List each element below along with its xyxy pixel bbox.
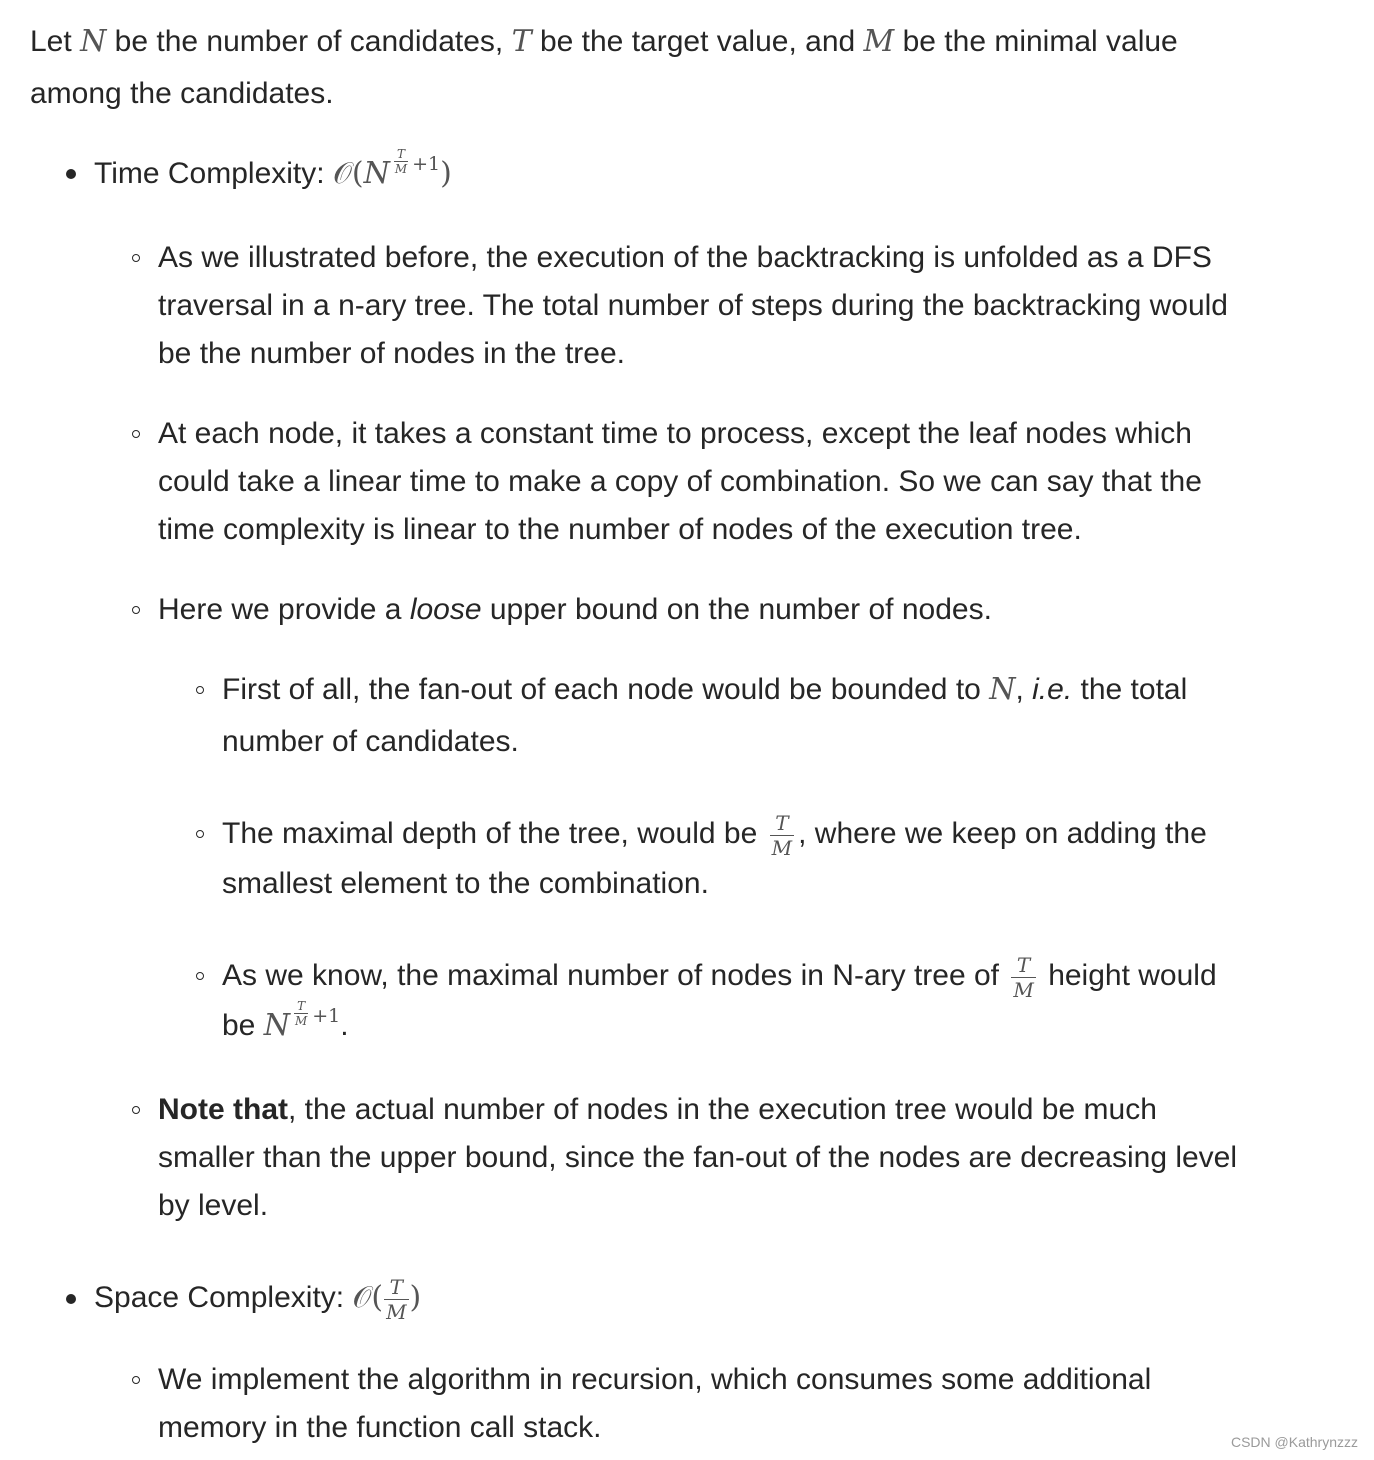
b3-pre: Here we provide a (158, 593, 402, 626)
sub3-line-1 (222, 952, 1217, 1000)
bullet-circle-note (132, 1106, 140, 1114)
sub2-line-2: smallest element to the combination. (222, 867, 709, 900)
b2-line-2: could take a linear time to make a copy of combination. So we can say that the (158, 465, 1202, 498)
close-paren: ) (440, 156, 452, 191)
sub3-dot: . (340, 1009, 349, 1042)
close-paren: ) (409, 1280, 422, 1315)
math-symbol-n: N (80, 24, 107, 59)
b1-line-2: traversal in a n-ary tree. The total number of steps during the backtracking would (158, 289, 1228, 322)
fraction-denominator: M (394, 161, 408, 176)
intro-text-3: be the minimal value (902, 25, 1178, 58)
time-complexity-heading (94, 146, 452, 201)
bullet-circle-sub1 (196, 686, 204, 694)
intro-text-2: be the target value, and (539, 25, 856, 58)
b3-emphasis: loose (409, 593, 482, 626)
b1-line-1: As we illustrated before, the execution of the backtracking is unfolded as a DFS (158, 241, 1212, 274)
note-line-1 (158, 1086, 1157, 1134)
fraction-denominator: M (294, 1013, 308, 1028)
sub3-pre: As we know, the maximal number of nodes in N-ary tree of (222, 959, 1000, 992)
exponent-fraction (294, 1000, 308, 1027)
fraction-numerator: T (394, 148, 408, 162)
sub2-line-1 (222, 810, 1207, 858)
space-b1-line-1: We implement the algorithm in recursion, which consumes some additional (158, 1363, 1152, 1396)
sub1-line-1 (222, 666, 1187, 714)
intro-line-2: among the candidates. (30, 77, 334, 110)
intro-line-1 (30, 18, 1178, 66)
fraction-numerator: T (770, 813, 794, 836)
bullet-circle-sub2 (196, 830, 204, 838)
fraction-denominator: M (1013, 977, 1034, 1002)
intro-text-1: be the number of candidates, (114, 25, 504, 58)
math-symbol-n: N (263, 1008, 290, 1043)
fraction-numerator: T (384, 1277, 408, 1300)
intro-let: Let (30, 25, 72, 58)
math-symbol-t: T (511, 24, 532, 59)
sub3-be: be (222, 1009, 256, 1042)
big-o-symbol: 𝒪( (352, 1280, 384, 1315)
sub1-ie: i.e. (1032, 673, 1073, 706)
depth-fraction (770, 810, 794, 860)
space-complexity-heading (94, 1274, 421, 1322)
note-line-2: smaller than the upper bound, since the fan-out of the nodes are decreasing level (158, 1141, 1238, 1174)
big-o-symbol: 𝒪( (332, 156, 364, 191)
sub3-line-2 (222, 998, 349, 1053)
fraction-denominator: M (771, 835, 793, 860)
note-bold: Note that (158, 1093, 288, 1126)
bullet-circle-b3 (132, 606, 140, 614)
sub1-line-2: number of candidates. (222, 725, 519, 758)
sub2-post: , where we keep on adding the (798, 817, 1207, 850)
sub1-comma: , (1015, 673, 1024, 706)
math-symbol-n: N (363, 156, 390, 191)
b2-line-1: At each node, it takes a constant time to process, except the leaf nodes which (158, 417, 1192, 450)
bullet-disc-time (66, 169, 76, 179)
time-complexity-label: Time Complexity: (94, 157, 325, 190)
exponent-plus-one: +1 (412, 153, 441, 175)
space-complexity-label: Space Complexity: (94, 1281, 345, 1314)
bullet-disc-space (66, 1294, 76, 1304)
bullet-circle-space-b1 (132, 1376, 140, 1384)
fraction-denominator: M (386, 1299, 407, 1324)
sub1-post: the total (1080, 673, 1188, 706)
note-rest: , the actual number of nodes in the execution tree would be much (288, 1093, 1157, 1126)
watermark: CSDN @Kathrynzzz (1230, 1434, 1358, 1450)
space-fraction (384, 1274, 408, 1324)
bullet-circle-b2 (132, 430, 140, 438)
height-fraction (1011, 952, 1035, 1002)
bullet-circle-b1 (132, 254, 140, 262)
b3-line-1 (158, 586, 992, 634)
exponent-plus-one: +1 (312, 1005, 341, 1027)
math-symbol-m: M (863, 24, 895, 59)
b1-line-3: be the number of nodes in the tree. (158, 337, 625, 370)
fraction-numerator: T (294, 1000, 308, 1014)
math-symbol-n: N (989, 672, 1016, 707)
sub1-pre: First of all, the fan-out of each node would be bounded to (222, 673, 981, 706)
sub2-pre: The maximal depth of the tree, would be (222, 817, 758, 850)
sub3-post: height would (1048, 959, 1217, 992)
space-b1-line-2: memory in the function call stack. (158, 1411, 602, 1444)
exponent-fraction (394, 148, 408, 175)
fraction-numerator: T (1011, 955, 1035, 978)
note-line-3: by level. (158, 1189, 269, 1222)
bullet-circle-sub3 (196, 972, 204, 980)
b2-line-3: time complexity is linear to the number of nodes of the execution tree. (158, 513, 1082, 546)
b3-post: upper bound on the number of nodes. (489, 593, 992, 626)
